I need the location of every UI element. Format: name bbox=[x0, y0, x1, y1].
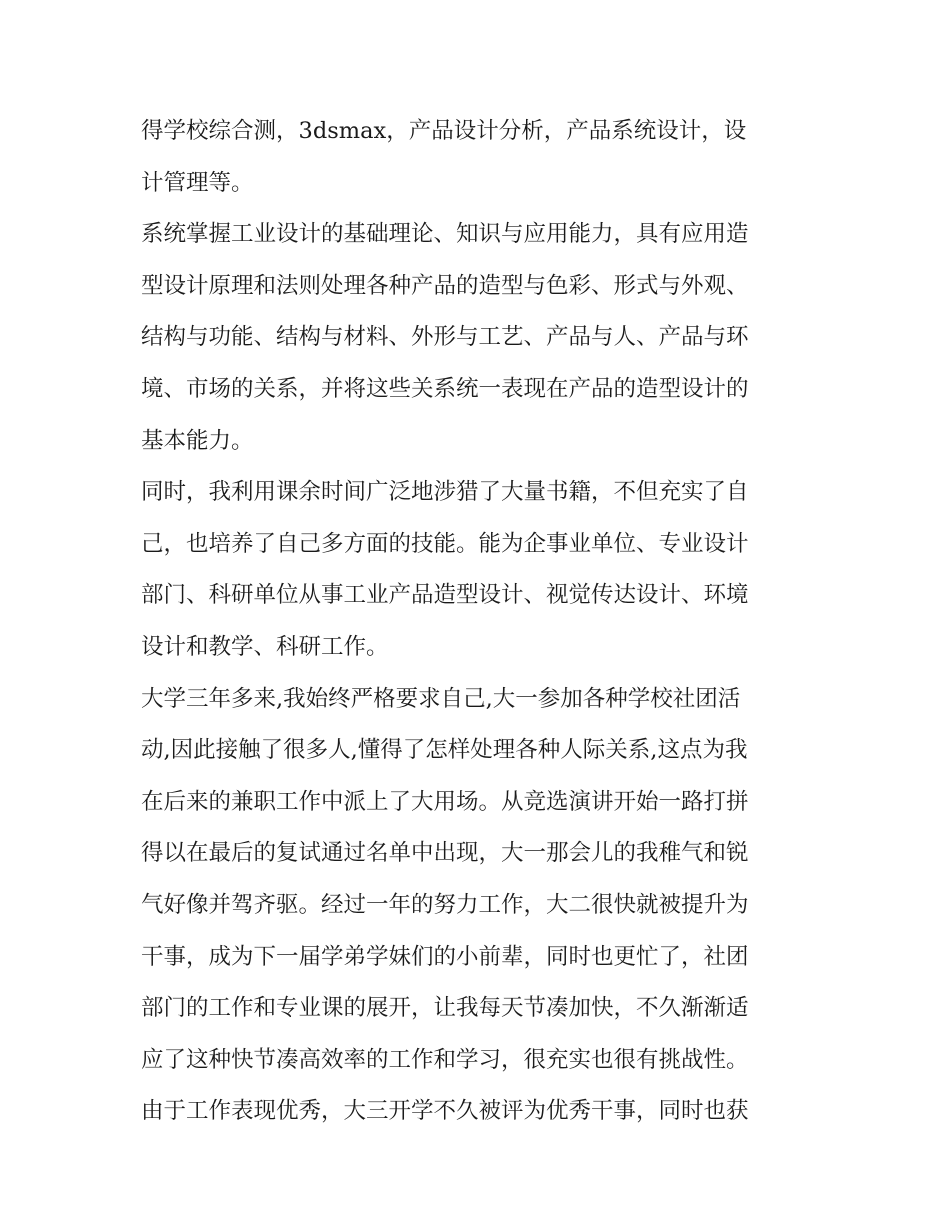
text-line: 型设计原理和法则处理各种产品的造型与色彩、形式与外观、 bbox=[141, 272, 749, 299]
text-line: 己，也培养了自己多方面的技能。能为企事业单位、专业设计 bbox=[141, 530, 749, 557]
text-line: 应了这种快节凑高效率的工作和学习，很充实也很有挑战性。 bbox=[141, 1046, 749, 1073]
text-line: 基本能力。 bbox=[141, 427, 254, 454]
text-line: 境、市场的关系，并将这些关系统一表现在产品的造型设计的 bbox=[141, 375, 749, 402]
document-body bbox=[141, 106, 813, 1138]
text-line: 干事，成为下一届学弟学妹们的小前辈，同时也更忙了，社团 bbox=[141, 943, 749, 970]
text-line: 大学三年多来,我始终严格要求自己,大一参加各种学校社团活 bbox=[141, 685, 741, 712]
text-line: 在后来的兼职工作中派上了大用场。从竞选演讲开始一路打拼 bbox=[141, 788, 749, 815]
text-line: 得以在最后的复试通过名单中出现，大一那会儿的我稚气和锐 bbox=[141, 840, 749, 867]
text-line: 结构与功能、结构与材料、外形与工艺、产品与人、产品与环 bbox=[141, 324, 749, 351]
text-line: 由于工作表现优秀，大三开学不久被评为优秀干事，同时也获 bbox=[141, 1098, 749, 1125]
text-line: 动,因此接触了很多人,懂得了怎样处理各种人际关系,这点为我 bbox=[141, 737, 748, 764]
text-line: 得学校综合测，3dsmax，产品设计分析，产品系统设计，设 bbox=[141, 118, 747, 144]
text-line: 部门、科研单位从事工业产品造型设计、视觉传达设计、环境 bbox=[141, 582, 749, 609]
text-line: 设计和教学、科研工作。 bbox=[141, 633, 389, 660]
text-line: 同时，我利用课余时间广泛地涉猎了大量书籍，不但充实了自 bbox=[141, 479, 749, 506]
text-line: 系统掌握工业设计的基础理论、知识与应用能力，具有应用造 bbox=[141, 221, 749, 248]
text-line: 气好像并驾齐驱。经过一年的努力工作，大二很快就被提升为 bbox=[141, 891, 749, 918]
text-line: 计管理等。 bbox=[141, 169, 254, 196]
text-line: 部门的工作和专业课的展开，让我每天节凑加快，不久渐渐适 bbox=[141, 995, 749, 1022]
